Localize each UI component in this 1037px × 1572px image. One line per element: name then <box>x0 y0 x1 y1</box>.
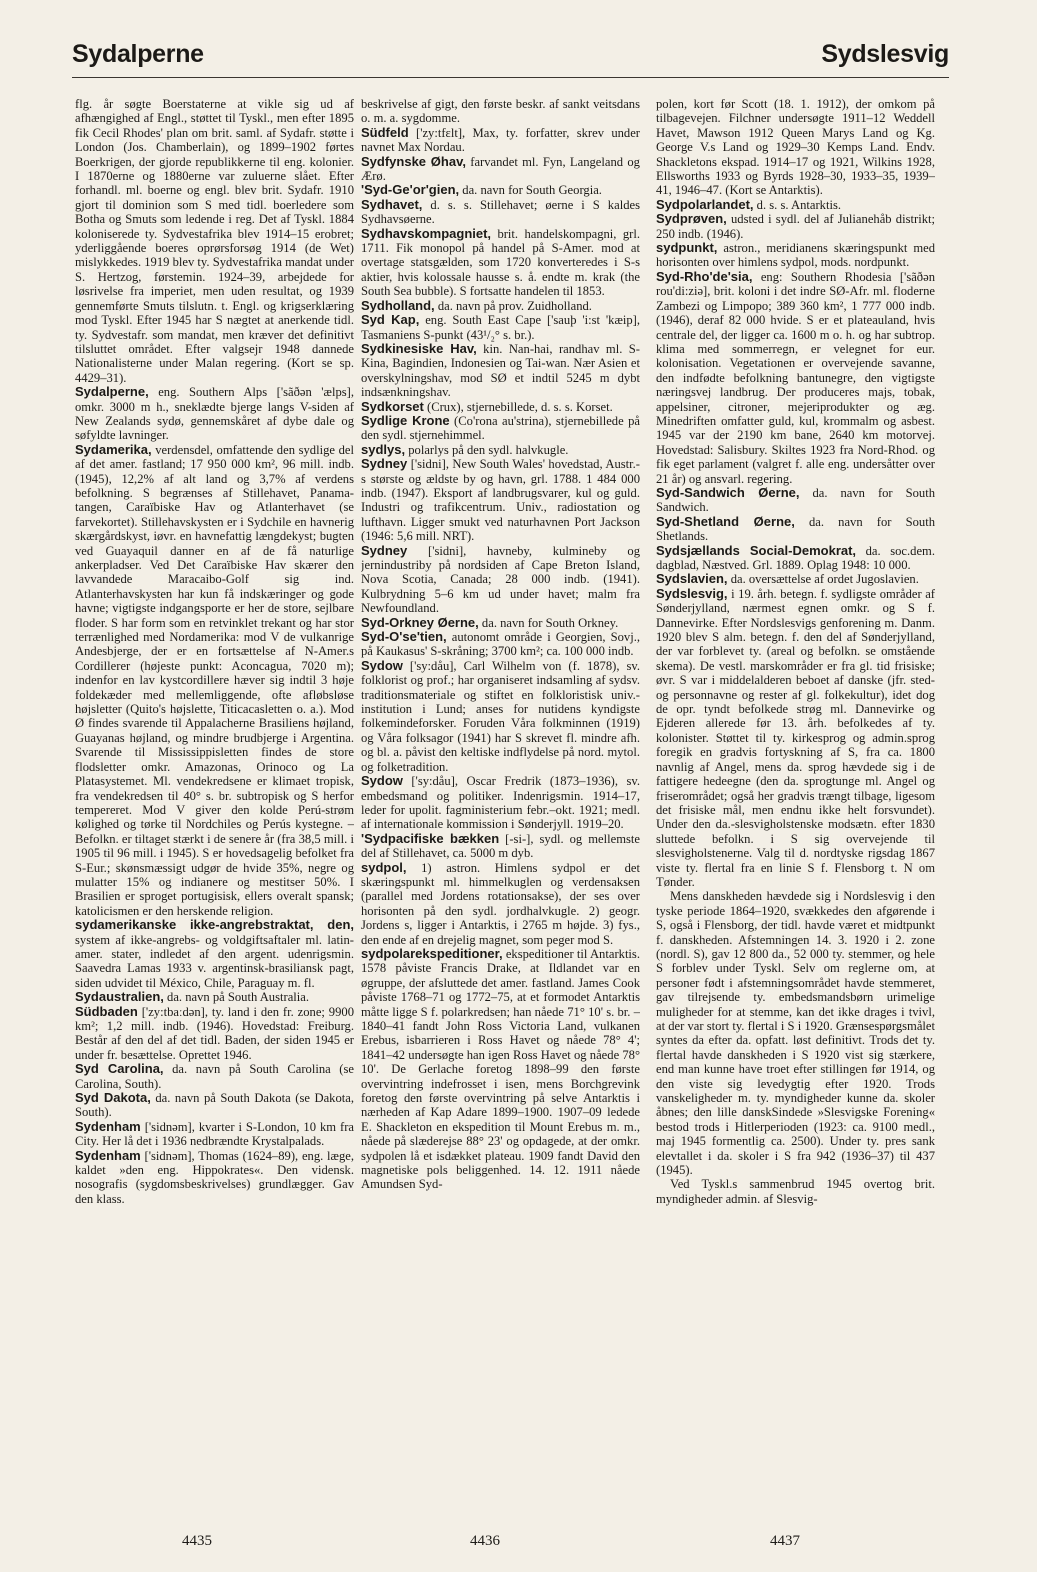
entry-headword: sydpol, <box>361 859 407 875</box>
dictionary-entry <box>75 443 354 918</box>
entry-headword: Sydhavskompagniet, <box>361 225 492 241</box>
dictionary-entry <box>656 515 935 544</box>
entry-headword: Sydkorset <box>361 398 424 414</box>
dictionary-entry <box>656 212 935 241</box>
dictionary-entry <box>75 1062 354 1091</box>
dictionary-entry <box>361 774 640 832</box>
entry-text: kin. Nan-hai, randhav ml. S-Kina, Bagindien, Indonesien og Tai-wan. Nær Asien et overskylningshav, mod SØ et indtil 5245 m dybt indsænkningshav. <box>361 341 640 400</box>
entry-headword: Syd-Orkney Øerne, <box>361 614 479 630</box>
entry-headword: sydamerikanske ikke-angrebstraktat, den, <box>75 917 354 933</box>
entry-text: ['sidni], New South Wales' hovedstad, Austr.-s største og ældste by og havn, grl. 1788. 1 484 000 indb. (1947). Eksport af landbrugsvarer, kul og guld. Industri og trafikcentrum. Univ., radiostation og lufthavn. Ligger smukt ved naturhavnen Port Jackson (1946: 5,6 mill. NRT). <box>361 457 640 544</box>
column-1 <box>75 97 354 1517</box>
entry-text: polarlys på den sydl. halvkugle. <box>405 442 569 457</box>
entry-text: ['sy:dåu], Carl Wilhelm von (f. 1878), sv. folklorist og prof.; har organiseret indsamling af sydsv. traditionsmateriale og stiftet en folkloristisk univ.-institution i Lund; anses for nutidens kyndigste folkemindeforsker. Foruden Våra folkminnen (1919) og Våra folksagor (1941) har S skrevet fl. mindre afh. og bl. a. påvist den keltiske indflydelse på nord. mytol. og folketradition. <box>361 658 640 774</box>
entry-text: da. navn på South Dakota (se Dakota, South). <box>75 1091 354 1120</box>
dictionary-entry <box>361 313 640 342</box>
entry-text: da. navn for South Georgia. <box>459 183 602 198</box>
entry-text: 1) astron. Himlens sydpol er det skæringspunkt ml. himmelkuglen og verdensaksen (parallel med Jordens rotationsakse), der ses over horisonten på den sydl. jordhalvkugle. 2) geogr. Jordens s, ligger i Antarktis, i 2765 m højde. 3) fys., den ende af en drejelig magnet, som peger mod S. <box>361 860 640 947</box>
entry-text: eng: Southern Rhodesia ['sãðən rou'di:ziə], brit. koloni i det indre SØ-Afr. ml. floderne Zambezi og Limpopo; 389 360 km², 1 777 000 indb. (1946), deraf 82 000 hvide. S er et plateauland, hvis centrale del, der ligger ca. 1600 m o. h. og har subtrop. klima med sommerregn, er velegnet for eur. kolonisation. Vegetationen er overvejende savanne, den indfødte befolkning bantunegre, den vigtigste næringsvej landbrug. Der produceres majs, tobak, appelsiner, citroner, mejeriprodukter og æg. Minedriften omfatter guld, kul, krommalm og asbest. 1945 var der 2190 km bane, 2640 km motorvej. Hovedstad: Salisbury. Skiltes 1923 fra Nord-Rhod. og fik eget parlament (valgret f. alle eng. undersåtter over 21 år) og ansvarl. regering. <box>656 269 935 486</box>
dictionary-entry <box>656 486 935 515</box>
dictionary-entry <box>361 861 640 947</box>
page-number-1: 4435 <box>182 1533 212 1549</box>
dictionary-entry <box>75 97 354 385</box>
entry-text: (Crux), stjernebillede, d. s. s. Korset. <box>423 399 613 414</box>
entry-headword: sydpolarekspeditioner, <box>361 945 503 961</box>
dictionary-entry <box>361 342 640 400</box>
entry-headword: Sydow <box>361 773 403 789</box>
dictionary-entry <box>361 198 640 227</box>
entry-headword: Sydsjællands Social-Demokrat, <box>656 542 857 558</box>
dictionary-entry <box>361 126 640 155</box>
entry-headword: Sydhavet, <box>361 196 423 212</box>
entry-text: brit. handelskompagni, grl. 1711. Fik monopol på handel på S-Amer. mod at overtage statsgælden, som 1720 konverteredes i S-s aktier, hvis kolossale hausse s. å. endte m. krak (the South Sea bubble). S fortsatte handelen til 1853. <box>361 226 640 299</box>
entry-text: ['sidni], havneby, kulmineby og jernindustriby på nordsiden af Cape Breton Island, Nova Scotia, Canada; 28 000 indb. (1941). Kulbrydning 5–6 km ud under havet; malm fra Newfoundland. <box>361 543 640 616</box>
entry-headword: sydlys, <box>361 441 406 457</box>
running-head-right: Sydslesvig <box>821 40 949 68</box>
dictionary-entry <box>75 1005 354 1063</box>
dictionary-entry <box>361 947 640 1192</box>
entry-text: ['sy:dåu], Oscar Fredrik (1873–1936), sv. embedsmand og politiker. Indenrigsmin. 1914–17, leder for upolit. fagministerium febr.–okt. 1921; medl. af internationale kommission i Sønderjyll. 1919–20. <box>361 774 640 832</box>
dictionary-entry <box>361 659 640 774</box>
entry-headword: Südbaden <box>75 1003 138 1019</box>
entry-text: beskrivelse af gigt, den første beskr. af sankt veitsdans o. m. a. sygdomme. <box>361 97 640 126</box>
entry-text: flg. år søgte Boerstaterne at vikle sig ud af afhængighed af Engl., støttet til Tyskl., men efter 1895 fik Cecil Rhodes' plan om brit. saml. af Sydafr. støtte i London (Jos. Chamberlain), og 1899–1902 førtes Boerkrigen, der gjorde republikkerne til eng. kolonier. I 1870erne og 1880erne var zuluerne slået. Efter forhandl. ml. boerne og engl. blev brit. Sydafr. 1910 gjort til dominion som S med tidl. boerledere som Botha og Smuts som ledende i reg. Det af Tyskl. 1884 koloniserede ty. Sydvestafrika blev 1914–15 erobret; yderliggående boeres oprørsforsøg 1914 (de Wet) mislykkedes. 1919 blev ty. Sydvestafrika mandat under S. Hertzog, førstemin. 1924–39, arbejdede for løsrivelse fra imperiet, men uden resultat, og 1939 gennemførte Smuts tilslutn. t. Engl. og krigserklæring mod Tyskl. Efter 1945 har S nægtet at anerkende tidl. ty. Sydvestafr. som mandat, men kræver det definitivt tilsluttet området. Efter valgsejr 1948 dannede Nationalisterne under Malan regering. (Kort se sp. 4429–31). <box>75 97 354 385</box>
entry-headword: 'Syd-Ge'or'gien, <box>361 182 460 198</box>
entry-headword: Sydpolarlandet, <box>656 196 754 212</box>
entry-text: farvandet ml. Fyn, Langeland og Ærø. <box>361 154 640 184</box>
entry-headword: Sydenham <box>75 1118 141 1134</box>
entry-headword: Sydamerika, <box>75 441 152 457</box>
entry-text: i 19. årh. betegn. f. sydligste områder af Sønderjylland, nærmest egnen omkr. og S f. Dannevirke. Efter Nordslesvigs genforening m. Danm. 1920 blev S alm. betegn. f. den del af Sønderjylland, der var forblevet ty. (areal og befolkn. se omstående skema). De vestl. marskområder er fra gl. tid frisiske; øvr. S var i middelalderen beboet af danske (jfr. sted- og personnavne og rester af gl. folkekultur), idet dog de opr. tyndt befolkede strøg ml. Dannevirke og Ejderen allerede før 13. årh. befolkedes af ty. kolonister. Støttet til ty. kirkesprog og admin.sprog foregik en gradvis fortyskning af S, fra ca. 1800 navnlig af Angel, mens da. sprog hævdede sig i de fattigere hedeegne (den da. sprogtunge ml. Angel og friserområdet; også her gradvis trængt tilbage, ligesom det frisiske mål, men endnu ikke helt forsvundet). Under den da.-slesvigholstenske modsætn. efter 1830 sluttede befolkn. i S sig overvejende til slesvigholstenerne. Valg til d. nordtyske rigsdag 1867 viste ty. flertal fra en linie S f. Flensborg t. N om Tønder. <box>656 586 935 889</box>
entry-text: astron., meridianens skæringspunkt med horisonten over himlens sydpol, mods. nordpunkt. <box>656 241 935 270</box>
header-rule <box>72 77 949 78</box>
dictionary-entry <box>656 241 935 270</box>
entry-text: system af ikke-angrebs- og voldgiftsaftaler ml. latin-amer. stater, indledet af den argent. udenrigsmin. Saavedra Lamas 1933 v. argentinsk-brasiliansk pagt, siden udvidet til México, Chile, Paraguay m. fl. <box>75 932 354 990</box>
entry-headword: Sydney <box>361 542 408 558</box>
dictionary-entry <box>361 616 640 630</box>
entry-headword: Syd-Rho'de'sia, <box>656 268 753 284</box>
dictionary-entry <box>361 155 640 184</box>
entry-text: d. s. s. Antarktis. <box>753 197 841 212</box>
entry-text: da. oversættelse af ordet Jugoslavien. <box>727 572 919 587</box>
page-number-3: 4437 <box>770 1533 800 1549</box>
entry-headword: Sydprøven, <box>656 211 727 227</box>
entry-text: da. navn for South Shetlands. <box>656 514 935 544</box>
entry-headword: Sydaustralien, <box>75 989 164 1005</box>
entry-text: da. navn på South Carolina (se Carolina, South). <box>75 1062 354 1091</box>
dictionary-entry <box>656 587 935 890</box>
dictionary-entry <box>361 183 640 197</box>
entry-text: ['zy:tbaːdən], ty. land i den fr. zone; 9900 km²; 1,2 mill. indb. (1946). Hovedstad: Freiburg. Består af den del af det tidl. Baden, der siden 1945 er under fr. besættelse. Oprettet 1946. <box>75 1004 354 1062</box>
entry-headword: Syd-Sandwich Øerne, <box>656 484 800 500</box>
entry-headword: Sydslesvig, <box>656 585 728 601</box>
dictionary-entry <box>75 1149 354 1207</box>
entry-text: da. navn på prov. Zuidholland. <box>434 298 592 313</box>
entry-text: udsted i sydl. del af Julianehåb distrikt; 250 indb. (1946). <box>656 212 935 241</box>
dictionary-entry <box>361 630 640 659</box>
entry-text: [-si-], sydl. og mellemste del af Stillehavet, ca. 5000 m dyb. <box>361 831 640 861</box>
entry-text: ['sidnəm], Thomas (1624–89), eng. læge, kaldet »den eng. Hippokrates«. Den vidensk. nosografis (sygdomsbeskrivelses) grundlægger. Gav den klass. <box>75 1148 354 1206</box>
entry-text: (Co'rona au'strina), stjernebillede på den sydl. stjernehimmel. <box>361 413 640 443</box>
dictionary-entry <box>75 1091 354 1120</box>
entry-text: Ved Tyskl.s sammenbrud 1945 overtog brit. myndigheder admin. af Slesvig- <box>656 1177 935 1206</box>
dictionary-entry <box>361 227 640 299</box>
dictionary-entry <box>361 457 640 543</box>
dictionary-entry <box>361 832 640 861</box>
dictionary-entry <box>361 400 640 414</box>
entry-headword: Sydalperne, <box>75 384 149 400</box>
entry-headword: Sydney <box>361 456 408 472</box>
entry-headword: Südfeld <box>361 124 409 140</box>
entry-headword: Syd-Shetland Øerne, <box>656 513 795 529</box>
dictionary-entry <box>656 198 935 212</box>
entry-headword: Sydslavien, <box>656 571 728 587</box>
dictionary-entry <box>656 97 935 198</box>
entry-headword: sydpunkt, <box>656 240 718 256</box>
dictionary-entry <box>361 544 640 616</box>
column-3 <box>656 97 935 1517</box>
column-2 <box>361 97 640 1517</box>
entry-text: da. soc.dem. dagblad, Næstved. Grl. 1889. Oplag 1948: 10 000. <box>656 543 935 572</box>
dictionary-entry <box>361 414 640 443</box>
entry-text: ekspeditioner til Antarktis. 1578 påviste Francis Drake, at Ildlandet var en øgruppe, der afsluttede det amer. fastland. James Cook påviste 1768–71 og 1772–75, at et formodet Antarktis måtte ligge S f. polarkredsen; han nåede 71° 10' s. br. – 1840–41 fandt John Ross Victoria Land, vulkanen Erebus, isbarrieren i Ross Havet og nåede 78° 4'; 1841–42 undersøgte han igen Ross Havet og nåede 78° 10'. De Gerlache foretog 1898–99 den første overvintring indefrosset i isen, mens Borchgrevink foretog den første overvintring på selve Antarktis i nærheden af Kap Adare 1899–1900. 1907–09 ledede E. Shackleton en ekspedition til Mount Erebus m. m., nåede på slæderejse 88° 23' og opdagede, at der omkr. sydpolen lå et isdækket plateau. 1909 fandt David den magnetiske pols beliggenhed. 14. 12. 1911 nåede Amundsen Syd- <box>361 946 640 1192</box>
entry-headword: Sydholland, <box>361 297 435 313</box>
entry-headword: Sydkinesiske Hav, <box>361 340 477 356</box>
entry-headword: Syd-O'se'tien, <box>361 629 447 645</box>
entry-text: Mens danskheden hævdede sig i Nordslesvig i den tyske periode 1864–1920, svækkedes den afgørende i S, også i Flensborg, der tidl. havde været et midtpunkt f. danskheden. Afstemningen 14. 3. 1920 i 2. zone (nordl. S), gav 12 800 da., 52 000 ty. stemmer, og hele S forblev under Tyskl. Selv om reglerne om, at personer født i afstemningsområdet havde stemmeret, gav tilrejsende ty. embedsmandsbørn urimelige muligheder for at stemme, kan det ikke drages i tvivl, at der var stort ty. flertal i S i 1920. Grænsespørgsmålet syntes da efter da. opfatt. løst definitivt. Trods det ty. flertal havde danskheden i S 1920 vist sig stærkere, end man kunne have troet efter stillingen før 1914, og den viste sig levedygtig efter 1920. Trods vanskeligheder m. ty. myndigheder kunne da. skoler åbnes; den lille danskSindede »Slesvigske Forening« bestod trods i Hitlerperioden (1923: ca. 9100 medl., maj 1945 formentlig ca. 2500). Under ty. pres sank elevtallet i da. skoler i S fra 942 (1936–37) til 437 (1945). <box>656 889 935 1178</box>
dictionary-entry <box>361 299 640 313</box>
dictionary-entry <box>75 918 354 990</box>
entry-text: eng. South East Cape ['sauþ 'i:st 'kæip], Tasmaniens S-punkt (43¹/₂° s. br.). <box>361 313 640 342</box>
dictionary-entry <box>75 990 354 1004</box>
dictionary-entry <box>361 97 640 126</box>
dictionary-entry <box>656 572 935 586</box>
entry-headword: Syd Dakota, <box>75 1090 151 1106</box>
entry-headword: Sydfynske Øhav, <box>361 153 466 169</box>
dictionary-entry <box>75 385 354 443</box>
entry-headword: Sydow <box>361 657 403 673</box>
entry-headword: Syd Carolina, <box>75 1061 164 1077</box>
dictionary-entry <box>656 889 935 1177</box>
entry-text: ['sidnəm], kvarter i S-London, 10 km fra City. Her lå det i 1936 nedbrændte Krystalpalads. <box>75 1119 354 1149</box>
entry-text: ['zy:tfɛlt], Max, ty. forfatter, skrev under navnet Max Nordau. <box>361 125 640 155</box>
dictionary-entry <box>75 1120 354 1149</box>
page-number-2: 4436 <box>470 1533 500 1549</box>
dictionary-entry <box>361 443 640 457</box>
entry-headword: Syd Kap, <box>361 312 420 328</box>
entry-headword: Sydenham <box>75 1147 141 1163</box>
entry-text: da. navn for South Orkney. <box>478 615 619 630</box>
entry-text: d. s. s. Stillehavet; øerne i S kaldes Sydhavsøerne. <box>361 197 640 227</box>
entry-text: autonomt område i Georgien, Sovj., på Kaukasus' S-skråning; 3700 km²; ca. 100 000 indb. <box>361 630 640 659</box>
entry-headword: 'Sydpacifiske bækken <box>361 830 500 846</box>
entry-text: polen, kort før Scott (18. 1. 1912), der omkom på tilbagevejen. Filchner undersøgte 1911–12 Weddell Havet, Mawson 1912 Queen Marys Land og Kg. George V.s Land og 1929–30 Kemps Land. Endv. Shackletons ekspad. 1914–17 og 1921, Wilkins 1928, Ellsworths 1933 og Byrds 1928–30, 1933–35, 1939–41, 1946–47. (Kort se Antarktis). <box>656 97 935 198</box>
entry-text: da. navn for South Sandwich. <box>656 485 935 515</box>
entry-text: da. navn på South Australia. <box>163 990 310 1005</box>
dictionary-entry <box>656 544 935 573</box>
entry-text: verdensdel, omfattende den sydlige del af det amer. fastland; 17 950 000 km², 96 mill. indb. (1945), 12,2% af alt land og 3,7% af verdens befolkning. S begrænses af Stillehavet, Panama-tangen, Caraïbiske Hav og Atlanterhavet (se farvekortet). Stillehavskysten er i Sydchile en havnerig skærgårdskyst, iøvr. en havnefattig længdekyst; bugten ved Guayaquil danner en af de få naturlige ankerpladser. Ved Det Caraïbiske Hav skærer den lavvandede Maracaibo-Golf sig ind. Atlanterhavskysten har kun få indskæringer og gode havne; vigtigste indgangsporte er her de store, sejlbare floder. S har form som en retvinklet trekant og har stor terrænlighed med Nordamerika: mod V de vulkanrige Andesbjerge, der er en fortsættelse af N-Amer.s Cordillerer (højeste punkt: Aconcagua, 7020 m); indenfor en lav kystcordillere hæver sig indtil 3 høje foldekæder med mellemliggende, ofte afløbsløse højsletter (Quito's højslette, Titicacasletten o. a.). Mod Ø findes svarende til Appalacherne Brasiliens højland, Guayanas højland, og mindre brudbjerge i Argentina. Svarende til Mississippisletten findes de store flodsletter omkr. Amazonas, Orinoco og La Platasystemet. Ml. vendekredsene er klimaet tropisk, fra vendekredsen til 40° s. br. subtropisk og S herfor tempereret. Mod V giver den kolde Perú-strøm kølighed og tørke til Nordchiles og Perús kystegne. – Befolkn. er tiltaget stærkt i de senere år (fra 38,5 mill. i 1905 til 96 mill. i 1945). S er hovedsagelig befolket fra S-Eur.; skønsmæssigt udgør de hvide 35%, negre og mulatter 15% og indianere og mestitser 50%. I Brasilien er sproget portugisisk, ellers overalt spansk; katolicismen er den herskende religion. <box>75 442 354 918</box>
entry-headword: Sydlige Krone <box>361 412 450 428</box>
dictionary-entry <box>656 1177 935 1206</box>
entry-text: eng. Southern Alps ['sãðən 'ælps], omkr. 3000 m h., sneklædte bjerge langs V-siden af New Zealands sydø, gennemskåret af dybe dale og søfyldte lavninger. <box>75 385 354 443</box>
dictionary-entry <box>656 270 935 486</box>
running-head-left: Sydalperne <box>72 40 204 68</box>
